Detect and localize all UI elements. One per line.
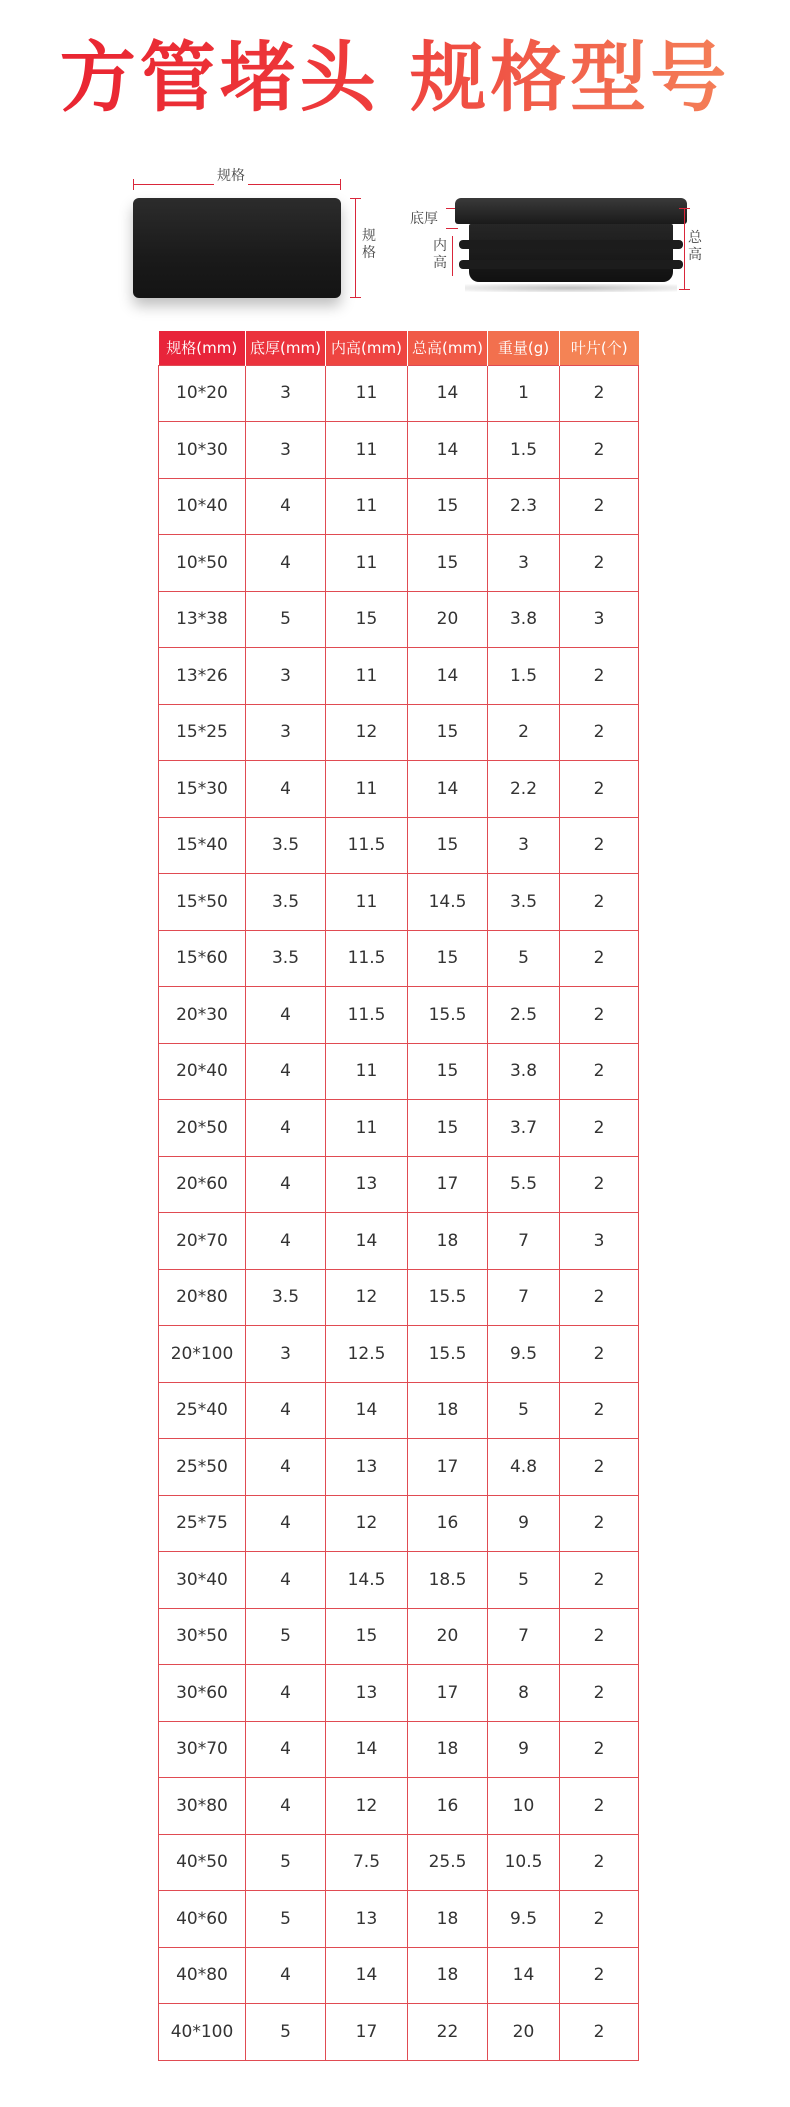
table-row <box>159 535 639 592</box>
inner-height-cell: 13 <box>326 1439 408 1496</box>
table-row <box>159 874 639 931</box>
total-height-cell: 15 <box>408 930 488 987</box>
inner-height-cell: 12 <box>326 704 408 761</box>
total-height-cell: 15 <box>408 535 488 592</box>
page-title: 方管堵头 规格型号 <box>0 28 790 128</box>
table-row <box>159 365 639 422</box>
weight-cell: 5.5 <box>488 1156 560 1213</box>
fins-cell: 2 <box>560 1721 639 1778</box>
weight-cell: 3 <box>488 535 560 592</box>
inner-height-cell: 11 <box>326 422 408 479</box>
header-total-height: 总高(mm) <box>408 331 488 365</box>
weight-cell: 1.5 <box>488 648 560 705</box>
inner-height-cell: 12.5 <box>326 1326 408 1383</box>
total-height-cell: 18 <box>408 1382 488 1439</box>
base-thickness-cell: 4 <box>246 1043 326 1100</box>
table-row <box>159 478 639 535</box>
base-thickness-cell: 3.5 <box>246 1269 326 1326</box>
fins-cell: 2 <box>560 1100 639 1157</box>
inner-height-cell: 14 <box>326 1213 408 1270</box>
fins-cell: 2 <box>560 761 639 818</box>
inner-height-cell: 17 <box>326 2004 408 2061</box>
inner-height-line <box>452 236 453 276</box>
fins-cell: 2 <box>560 535 639 592</box>
weight-cell: 3.8 <box>488 591 560 648</box>
spec-cell: 25*40 <box>159 1382 246 1439</box>
table-row <box>159 1665 639 1722</box>
total-height-cell: 17 <box>408 1665 488 1722</box>
spec-cell: 20*70 <box>159 1213 246 1270</box>
total-height-cell: 15 <box>408 1100 488 1157</box>
spec-cell: 15*30 <box>159 761 246 818</box>
fins-cell: 2 <box>560 817 639 874</box>
base-thickness-cell: 4 <box>246 1156 326 1213</box>
table-row <box>159 422 639 479</box>
inner-height-cell: 12 <box>326 1495 408 1552</box>
inner-height-cell: 14 <box>326 1947 408 2004</box>
total-height-cell: 18.5 <box>408 1552 488 1609</box>
fins-cell: 3 <box>560 591 639 648</box>
header-spec: 规格(mm) <box>159 331 246 365</box>
spec-cell: 15*50 <box>159 874 246 931</box>
base-thickness-cell: 4 <box>246 1947 326 2004</box>
spec-cell: 10*40 <box>159 478 246 535</box>
total-height-cell: 15 <box>408 817 488 874</box>
base-thickness-cell: 5 <box>246 1608 326 1665</box>
total-height-cell: 18 <box>408 1891 488 1948</box>
total-height-cell: 14 <box>408 761 488 818</box>
product-fin <box>459 240 683 249</box>
base-thickness-cell: 4 <box>246 1665 326 1722</box>
table-row <box>159 1891 639 1948</box>
fins-cell: 2 <box>560 365 639 422</box>
weight-cell: 4.8 <box>488 1439 560 1496</box>
base-thickness-cell: 3.5 <box>246 874 326 931</box>
spec-cell: 20*40 <box>159 1043 246 1100</box>
base-thickness-cell: 4 <box>246 1552 326 1609</box>
base-thickness-cell: 3.5 <box>246 817 326 874</box>
weight-cell: 20 <box>488 2004 560 2061</box>
table-row <box>159 1269 639 1326</box>
spec-cell: 20*60 <box>159 1156 246 1213</box>
spec-cell: 13*38 <box>159 591 246 648</box>
fins-cell: 2 <box>560 1947 639 2004</box>
fins-cell: 2 <box>560 1665 639 1722</box>
spec-table <box>158 331 639 2061</box>
inner-height-cell: 7.5 <box>326 1834 408 1891</box>
total-height-cell: 22 <box>408 2004 488 2061</box>
spec-cell: 30*40 <box>159 1552 246 1609</box>
total-height-cell: 15 <box>408 1043 488 1100</box>
inner-height-cell: 14.5 <box>326 1552 408 1609</box>
fins-cell: 2 <box>560 478 639 535</box>
table-row <box>159 1382 639 1439</box>
spec-cell: 15*60 <box>159 930 246 987</box>
inner-height-cell: 11 <box>326 761 408 818</box>
table-row <box>159 1608 639 1665</box>
fins-cell: 2 <box>560 1608 639 1665</box>
table-row <box>159 1947 639 2004</box>
total-height-cell: 16 <box>408 1495 488 1552</box>
inner-height-cell: 13 <box>326 1665 408 1722</box>
table-row <box>159 1100 639 1157</box>
base-thickness-cell: 3 <box>246 704 326 761</box>
inner-height-cell: 11.5 <box>326 817 408 874</box>
spec-cell: 40*60 <box>159 1891 246 1948</box>
total-height-cell: 14 <box>408 422 488 479</box>
table-row <box>159 591 639 648</box>
inner-height-cell: 11 <box>326 1043 408 1100</box>
spec-cell: 25*50 <box>159 1439 246 1496</box>
inner-height-cell: 11 <box>326 365 408 422</box>
weight-cell: 7 <box>488 1608 560 1665</box>
fins-cell: 2 <box>560 874 639 931</box>
base-thickness-cell: 4 <box>246 1382 326 1439</box>
base-thickness-cell: 4 <box>246 478 326 535</box>
spec-cell: 15*25 <box>159 704 246 761</box>
inner-height-cell: 14 <box>326 1721 408 1778</box>
base-thickness-cell: 5 <box>246 1834 326 1891</box>
product-front-image <box>133 198 341 298</box>
header-fins: 叶片(个) <box>560 331 639 365</box>
spec-cell: 40*80 <box>159 1947 246 2004</box>
fins-cell: 2 <box>560 1834 639 1891</box>
height-dimension-label: 规格 <box>362 228 376 261</box>
inner-height-cell: 12 <box>326 1778 408 1835</box>
spec-cell: 30*80 <box>159 1778 246 1835</box>
weight-cell: 8 <box>488 1665 560 1722</box>
base-thickness-cell: 4 <box>246 1495 326 1552</box>
base-thickness-cell: 4 <box>246 1778 326 1835</box>
total-height-line <box>684 208 685 290</box>
spec-cell: 10*20 <box>159 365 246 422</box>
fins-cell: 2 <box>560 1156 639 1213</box>
base-thickness-cell: 5 <box>246 591 326 648</box>
inner-height-label: 内高 <box>433 238 447 271</box>
weight-cell: 3.7 <box>488 1100 560 1157</box>
product-fin <box>459 260 683 269</box>
inner-height-cell: 11.5 <box>326 987 408 1044</box>
total-height-cell: 20 <box>408 591 488 648</box>
table-row <box>159 1326 639 1383</box>
weight-cell: 9.5 <box>488 1326 560 1383</box>
base-thickness-cell: 4 <box>246 1100 326 1157</box>
total-height-cell: 20 <box>408 1608 488 1665</box>
fins-cell: 2 <box>560 2004 639 2061</box>
inner-height-cell: 11 <box>326 535 408 592</box>
weight-cell: 10.5 <box>488 1834 560 1891</box>
header-base-thickness: 底厚(mm) <box>246 331 326 365</box>
inner-height-cell: 15 <box>326 591 408 648</box>
total-height-cell: 17 <box>408 1439 488 1496</box>
total-height-cell: 15 <box>408 478 488 535</box>
fins-cell: 2 <box>560 1269 639 1326</box>
spec-cell: 40*100 <box>159 2004 246 2061</box>
base-thickness-cell: 4 <box>246 987 326 1044</box>
table-row <box>159 987 639 1044</box>
total-height-cell: 15 <box>408 704 488 761</box>
weight-cell: 5 <box>488 1382 560 1439</box>
table-row <box>159 1495 639 1552</box>
spec-cell: 20*30 <box>159 987 246 1044</box>
weight-cell: 10 <box>488 1778 560 1835</box>
total-height-cell: 18 <box>408 1721 488 1778</box>
inner-height-cell: 11 <box>326 478 408 535</box>
table-body <box>159 365 639 2060</box>
fins-cell: 2 <box>560 1495 639 1552</box>
header-inner-height: 内高(mm) <box>326 331 408 365</box>
fins-cell: 2 <box>560 1778 639 1835</box>
spec-cell: 20*50 <box>159 1100 246 1157</box>
base-thickness-cell: 4 <box>246 1213 326 1270</box>
fins-cell: 2 <box>560 704 639 761</box>
total-height-cell: 25.5 <box>408 1834 488 1891</box>
base-thickness-cell: 3 <box>246 648 326 705</box>
fins-cell: 2 <box>560 422 639 479</box>
inner-height-cell: 11 <box>326 1100 408 1157</box>
table-row <box>159 1552 639 1609</box>
table-row <box>159 648 639 705</box>
spec-cell: 40*50 <box>159 1834 246 1891</box>
table-row <box>159 1156 639 1213</box>
width-dimension-label: 规格 <box>214 165 248 185</box>
total-height-cell: 17 <box>408 1156 488 1213</box>
total-height-cell: 14 <box>408 648 488 705</box>
weight-cell: 9 <box>488 1721 560 1778</box>
table-row <box>159 1213 639 1270</box>
base-thickness-cell: 3 <box>246 422 326 479</box>
spec-cell: 13*26 <box>159 648 246 705</box>
weight-cell: 14 <box>488 1947 560 2004</box>
weight-cell: 1 <box>488 365 560 422</box>
weight-cell: 2.3 <box>488 478 560 535</box>
base-thickness-cell: 4 <box>246 1439 326 1496</box>
total-height-cell: 15.5 <box>408 987 488 1044</box>
spec-cell: 20*100 <box>159 1326 246 1383</box>
inner-height-cell: 13 <box>326 1156 408 1213</box>
spec-cell: 10*30 <box>159 422 246 479</box>
inner-height-cell: 14 <box>326 1382 408 1439</box>
table-row <box>159 817 639 874</box>
base-thickness-cell: 3 <box>246 1326 326 1383</box>
product-body <box>469 224 673 282</box>
spec-cell: 20*80 <box>159 1269 246 1326</box>
table-row <box>159 1721 639 1778</box>
total-height-cell: 14.5 <box>408 874 488 931</box>
weight-cell: 9.5 <box>488 1891 560 1948</box>
spec-cell: 15*40 <box>159 817 246 874</box>
table-row <box>159 704 639 761</box>
weight-cell: 7 <box>488 1269 560 1326</box>
table-row <box>159 1043 639 1100</box>
total-height-label: 总高 <box>688 230 702 263</box>
fins-cell: 2 <box>560 1043 639 1100</box>
table-row <box>159 1778 639 1835</box>
height-dimension-line <box>355 198 356 298</box>
base-thickness-cell: 3.5 <box>246 930 326 987</box>
product-shadow <box>465 284 677 292</box>
fins-cell: 3 <box>560 1213 639 1270</box>
weight-cell: 2.2 <box>488 761 560 818</box>
inner-height-cell: 11 <box>326 874 408 931</box>
weight-cell: 9 <box>488 1495 560 1552</box>
inner-height-cell: 15 <box>326 1608 408 1665</box>
base-thickness-cell: 5 <box>246 1891 326 1948</box>
table-row <box>159 2004 639 2061</box>
weight-cell: 7 <box>488 1213 560 1270</box>
fins-cell: 2 <box>560 648 639 705</box>
inner-height-cell: 11.5 <box>326 930 408 987</box>
total-height-cell: 16 <box>408 1778 488 1835</box>
spec-cell: 30*50 <box>159 1608 246 1665</box>
spec-cell: 25*75 <box>159 1495 246 1552</box>
weight-cell: 3 <box>488 817 560 874</box>
total-height-cell: 18 <box>408 1213 488 1270</box>
total-height-cell: 14 <box>408 365 488 422</box>
table-row <box>159 930 639 987</box>
fins-cell: 2 <box>560 1891 639 1948</box>
total-height-cell: 18 <box>408 1947 488 2004</box>
inner-height-cell: 11 <box>326 648 408 705</box>
weight-cell: 5 <box>488 1552 560 1609</box>
fins-cell: 2 <box>560 987 639 1044</box>
spec-cell: 30*60 <box>159 1665 246 1722</box>
product-cap <box>455 198 687 224</box>
inner-height-cell: 13 <box>326 1891 408 1948</box>
weight-cell: 2 <box>488 704 560 761</box>
fins-cell: 2 <box>560 1439 639 1496</box>
weight-cell: 3.8 <box>488 1043 560 1100</box>
weight-cell: 3.5 <box>488 874 560 931</box>
base-thickness-cell: 5 <box>246 2004 326 2061</box>
total-height-cell: 15.5 <box>408 1269 488 1326</box>
fins-cell: 2 <box>560 930 639 987</box>
fins-cell: 2 <box>560 1326 639 1383</box>
base-thickness-cell: 3 <box>246 365 326 422</box>
base-thickness-cell: 4 <box>246 761 326 818</box>
table-row <box>159 761 639 818</box>
fins-cell: 2 <box>560 1552 639 1609</box>
product-side-image <box>455 198 687 288</box>
spec-cell: 10*50 <box>159 535 246 592</box>
spec-cell: 30*70 <box>159 1721 246 1778</box>
table-header-row <box>159 331 639 365</box>
weight-cell: 1.5 <box>488 422 560 479</box>
total-height-cell: 15.5 <box>408 1326 488 1383</box>
table-row <box>159 1439 639 1496</box>
base-thickness-cell: 4 <box>246 1721 326 1778</box>
base-thickness-label: 底厚 <box>410 211 438 227</box>
table-row <box>159 1834 639 1891</box>
inner-height-cell: 12 <box>326 1269 408 1326</box>
weight-cell: 2.5 <box>488 987 560 1044</box>
weight-cell: 5 <box>488 930 560 987</box>
fins-cell: 2 <box>560 1382 639 1439</box>
base-thickness-cell: 4 <box>246 535 326 592</box>
header-weight: 重量(g) <box>488 331 560 365</box>
